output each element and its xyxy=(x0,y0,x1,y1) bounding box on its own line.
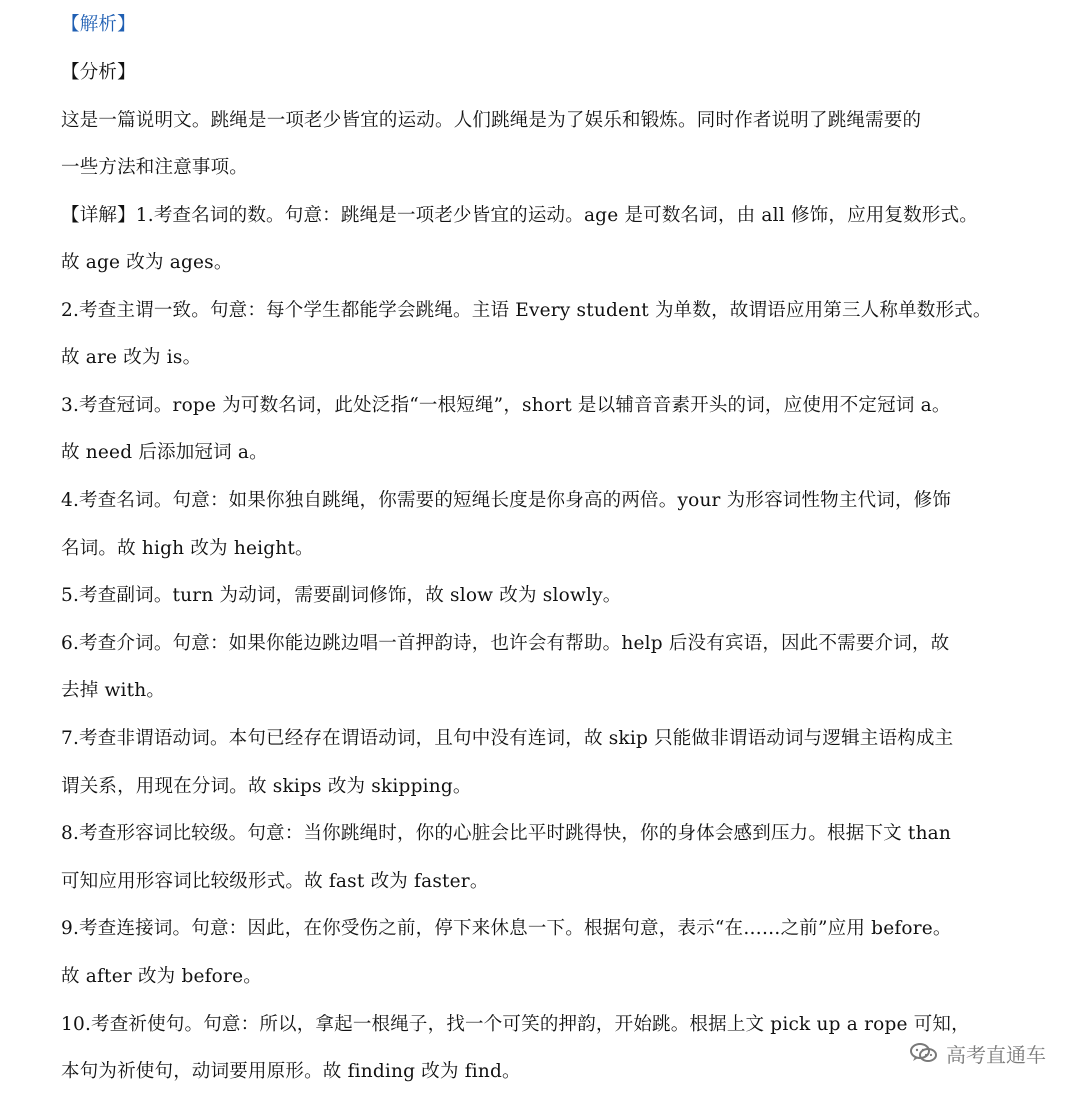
paragraph-line: 3.考查冠词。rope 为可数名词，此处泛指“一根短绳”，short 是以辅音音素开头的词，应使用不定冠词 a。 xyxy=(61,395,951,416)
paragraph-line: 故 age 改为 ages。 xyxy=(61,252,233,273)
paragraph-line: 名词。故 high 改为 height。 xyxy=(61,538,314,559)
paragraph-line: 去掉 with。 xyxy=(61,680,166,701)
paragraph-line: 这是一篇说明文。跳绳是一项老少皆宜的运动。人们跳绳是为了娱乐和锻炼。同时作者说明了跳绳需要的 xyxy=(61,110,922,131)
watermark-text: 高考直通车 xyxy=(946,1042,1046,1067)
paragraph-line: 本句为祈使句，动词要用原形。故 finding 改为 find。 xyxy=(61,1061,521,1082)
paragraph-line: 5.考查副词。turn 为动词，需要副词修饰，故 slow 改为 slowly。 xyxy=(61,585,622,606)
watermark xyxy=(910,1040,1046,1066)
paragraph-line: 9.考查连接词。句意：因此，在你受伤之前，停下来休息一下。根据句意，表示“在……之前”应用 before。 xyxy=(61,918,952,939)
paragraph-line: 谓关系，用现在分词。故 skips 改为 skipping。 xyxy=(61,776,472,797)
paragraph-line: 6.考查介词。句意：如果你能边跳边唱一首押韵诗，也许会有帮助。help 后没有宾语，因此不需要介词，故 xyxy=(61,633,950,654)
analysis-header: 【解析】 xyxy=(61,14,136,35)
paragraph-line: 【详解】1.考查名词的数。句意：跳绳是一项老少皆宜的运动。age 是可数名词，由 all 修饰，应用复数形式。 xyxy=(61,205,978,226)
paragraph-line: 故 after 改为 before。 xyxy=(61,966,262,987)
paragraph-line: 4.考查名词。句意：如果你独自跳绳，你需要的短绳长度是你身高的两倍。your 为形容词性物主代词，修饰 xyxy=(61,490,952,511)
paragraph-line: 可知应用形容词比较级形式。故 fast 改为 faster。 xyxy=(61,871,489,892)
paragraph-line: 一些方法和注意事项。 xyxy=(61,157,249,178)
analysis-subheader: 【分析】 xyxy=(61,62,136,83)
paragraph-line: 8.考查形容词比较级。句意：当你跳绳时，你的心脏会比平时跳得快，你的身体会感到压力。根据下文 than xyxy=(61,823,952,844)
paragraph-line: 故 are 改为 is。 xyxy=(61,347,202,368)
paragraph-line: 7.考查非谓语动词。本句已经存在谓语动词，且句中没有连词，故 skip 只能做非谓语动词与逻辑主语构成主 xyxy=(61,728,954,749)
paragraph-line: 故 need 后添加冠词 a。 xyxy=(61,442,268,463)
wechat-icon xyxy=(910,1042,938,1064)
paragraph-line: 2.考查主谓一致。句意：每个学生都能学会跳绳。主语 Every student 为单数，故谓语应用第三人称单数形式。 xyxy=(61,300,992,321)
paragraph-line: 10.考查祈使句。句意：所以，拿起一根绳子，找一个可笑的押韵，开始跳。根据上文 pick up a rope 可知， xyxy=(61,1014,970,1035)
